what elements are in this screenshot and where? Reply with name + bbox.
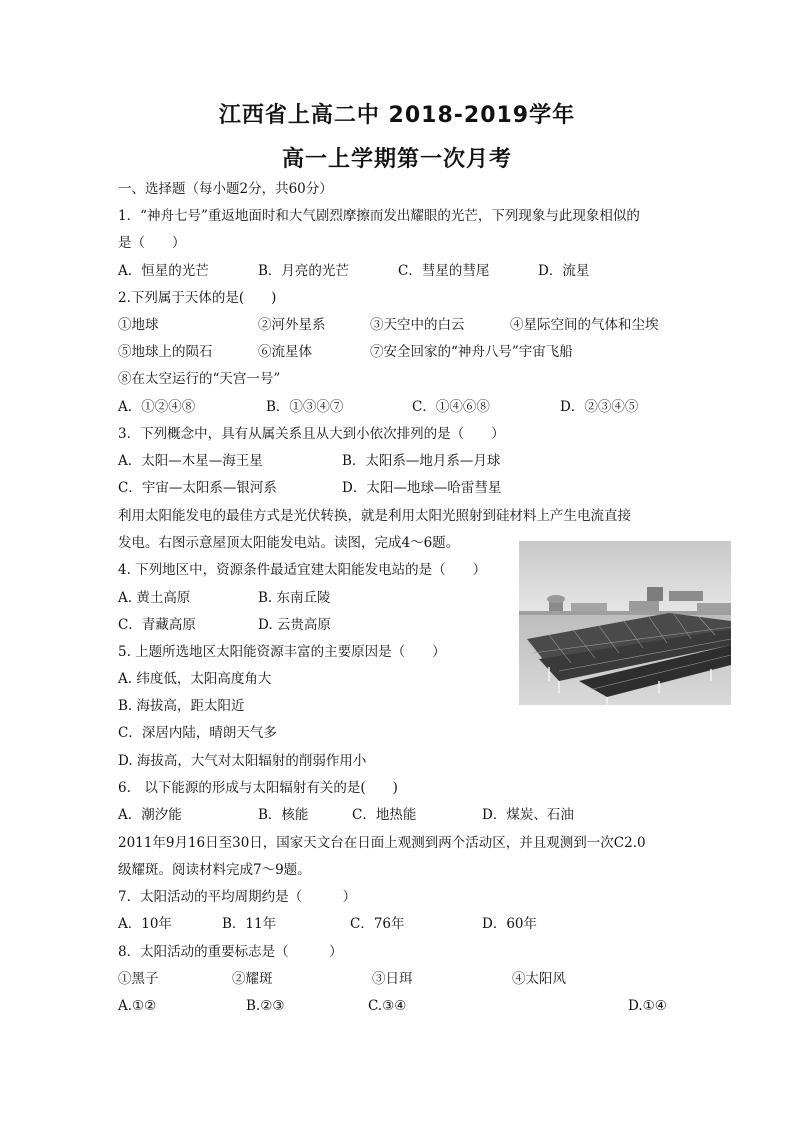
q3-option-b: B．太阳系—地月系—月球	[342, 453, 501, 469]
q7-option-a: A．10年	[118, 916, 172, 932]
q2-option-d: D．②③④⑤	[560, 399, 639, 415]
q5-option-b: B. 海拔高，距太阳近	[118, 698, 245, 714]
q2-item-3: ③天空中的白云	[370, 317, 465, 333]
q1-stem-line1: 1．“神舟七号”重返地面时和大气剧烈摩擦而发出耀眼的光芒，下列现象与此现象相似的	[118, 208, 640, 224]
solar-panel-illustration	[519, 541, 731, 705]
q8-option-b: B.②③	[246, 998, 285, 1014]
q8-option-c: C.③④	[368, 998, 407, 1014]
q7-option-c: C．76年	[350, 916, 405, 932]
q2-item-7: ⑦安全回家的“神舟八号”宇宙飞船	[370, 344, 573, 360]
q4-stem: 4. 下列地区中，资源条件最适宜建太阳能发电站的是（ ）	[118, 562, 487, 578]
q2-option-c: C．①④⑥⑧	[412, 399, 490, 415]
q8-item-3: ③日珥	[372, 971, 413, 987]
passage1-line2: 发电。右图示意屋顶太阳能发电站。读图，完成4～6题。	[118, 535, 460, 551]
q7-option-d: D．60年	[482, 916, 538, 932]
q4-option-c: C．青藏高原	[118, 617, 196, 633]
section-heading: 一、选择题（每小题2分，共60分）	[118, 181, 333, 197]
q3-option-c: C．宇宙—太阳系—银河系	[118, 480, 277, 496]
q1-option-b: B．月亮的光芒	[258, 263, 349, 279]
q1-option-a: A．恒星的光芒	[118, 263, 209, 279]
passage2-line2: 级耀斑。阅读材料完成7～9题。	[118, 862, 311, 878]
q3-option-a: A．太阳—木星—海王星	[118, 453, 263, 469]
q2-item-2: ②河外星系	[258, 317, 326, 333]
q4-option-b: B. 东南丘陵	[258, 590, 331, 606]
q1-stem-line2: 是（ ）	[118, 235, 186, 251]
passage1-line1: 利用太阳能发电的最佳方式是光伏转换，就是利用太阳光照射到硅材料上产生电流直接	[118, 508, 631, 524]
q6-option-b: B．核能	[258, 807, 309, 823]
q2-item-4: ④星际空间的气体和尘埃	[510, 317, 659, 333]
q7-stem: 7．太阳活动的平均周期约是（ ）	[118, 889, 357, 905]
q5-option-d: D. 海拔高，大气对太阳辐射的削弱作用小	[118, 753, 367, 769]
document-title-line2: 高一上学期第一次月考	[281, 147, 512, 172]
q6-option-c: C．地热能	[352, 807, 417, 823]
q7-option-b: B．11年	[222, 916, 277, 932]
passage2-line1: 2011年9月16日至30日，国家天文台在日面上观测到两个活动区，并且观测到一次C2.0	[118, 835, 646, 851]
q8-item-2: ②耀斑	[232, 971, 273, 987]
q3-option-d: D．太阳—地球—哈雷彗星	[342, 480, 502, 496]
q5-option-a: A. 纬度低，太阳高度角大	[118, 671, 272, 687]
q1-option-d: D．流星	[538, 263, 590, 279]
q6-option-d: D．煤炭、石油	[482, 807, 574, 823]
q2-item-1: ①地球	[118, 317, 159, 333]
q8-item-1: ①黑子	[118, 971, 159, 987]
q5-option-c: C．深居内陆，晴朗天气多	[118, 725, 277, 741]
q1-option-c: C．彗星的彗尾	[398, 263, 490, 279]
q6-option-a: A．潮汐能	[118, 807, 182, 823]
q2-stem: 2.下列属于天体的是( )	[118, 290, 277, 306]
q2-item-6: ⑥流星体	[258, 344, 312, 360]
q5-stem: 5. 上题所选地区太阳能资源丰富的主要原因是（ ）	[118, 644, 446, 660]
q4-option-a: A. 黄土高原	[118, 590, 191, 606]
q2-item-8: ⑧在太空运行的“天宫一号”	[118, 371, 281, 387]
q4-option-d: D. 云贵高原	[258, 617, 331, 633]
q2-option-a: A．①②④⑧	[118, 399, 196, 415]
q8-item-4: ④太阳风	[512, 971, 566, 987]
q3-stem: 3．下列概念中，具有从属关系且从大到小依次排列的是（ ）	[118, 426, 505, 442]
q6-stem: 6. 以下能源的形成与太阳辐射有关的是( )	[118, 780, 398, 796]
q8-stem: 8．太阳活动的重要标志是（ ）	[118, 944, 343, 960]
q2-option-b: B．①③④⑦	[266, 399, 344, 415]
document-title-line1: 江西省上高二中 2018-2019学年	[218, 103, 576, 128]
q2-item-5: ⑤地球上的陨石	[118, 344, 213, 360]
q8-option-d: D.①④	[628, 998, 667, 1014]
solar-panel-photo	[519, 541, 731, 705]
q8-option-a: A.①②	[118, 998, 157, 1014]
